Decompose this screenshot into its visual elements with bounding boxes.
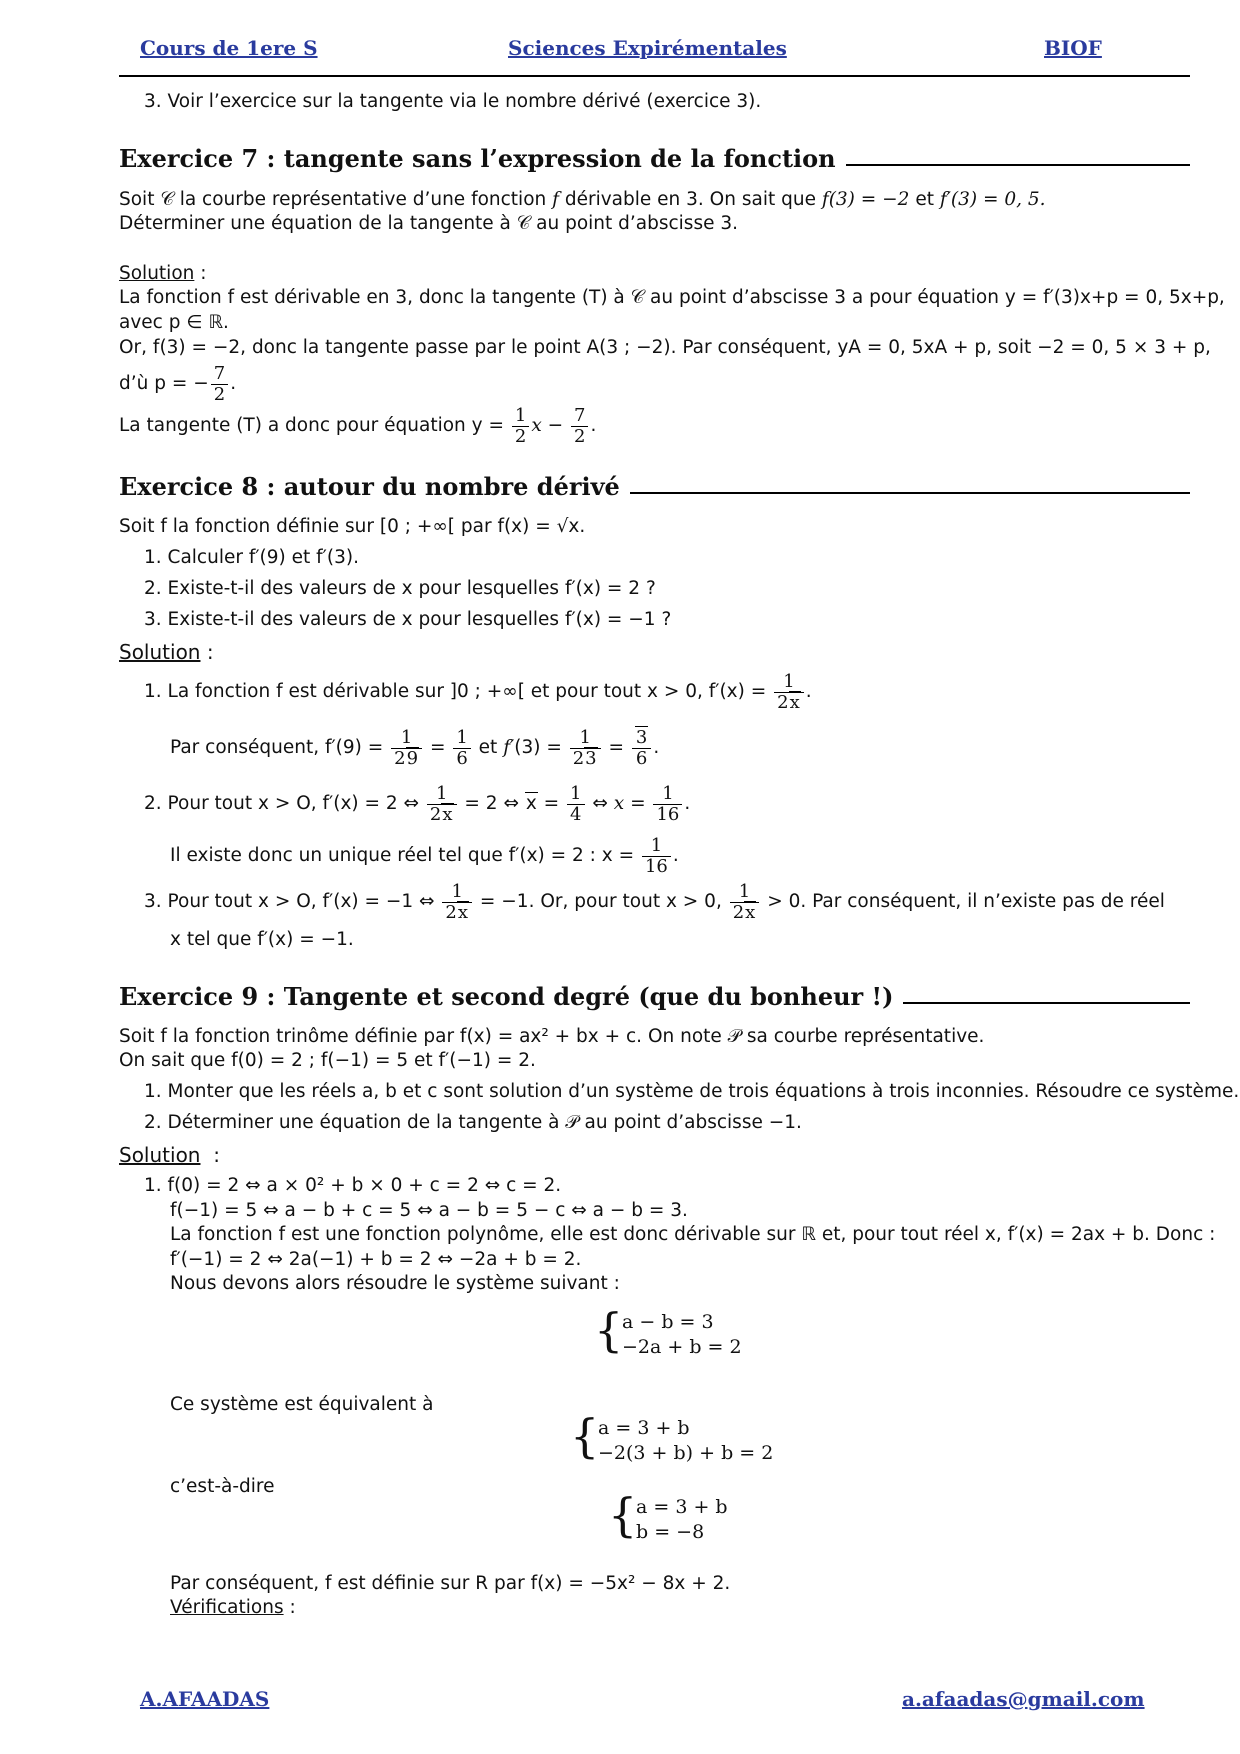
ex7-sol-line-4: d’ù p = − $\frac{7}{2}$ . <box>119 362 237 405</box>
ex7-sol-line-2: avec p ∈ ℝ. <box>119 312 229 333</box>
ex9-question-1: 1. Monter que les réels a, b et c sont solution d’un système de trois équations à trois inconnies. Résoudre ce système. <box>144 1081 1240 1102</box>
system-2-brace: { <box>570 1409 600 1463</box>
header-center[interactable]: Sciences Expirémentales <box>508 36 787 60</box>
ex9-sol-line-3: La fonction f est une fonction polynôme, elle est donc dérivable sur ℝ et, pour tout réel x, f′(x) = 2ax + b. Donc : <box>170 1224 1216 1245</box>
ex8-title: Exercice 8 : autour du nombre dérivé <box>119 472 630 501</box>
ex9-sol-line-2: f(−1) = 5 ⇔ a − b + c = 5 ⇔ a − b = 5 − c ⇔ a − b = 3. <box>170 1200 688 1221</box>
ex8-answer-2: 2. Pour tout x > O, f′(x) = 2 ⇔ $\frac{1}{2x}$ = 2 ⇔ x = $\frac{1}{4}$ ⇔ x = $\frac{1}{16}$ . <box>144 782 691 825</box>
ex8-solution-label: Solution : <box>119 640 214 664</box>
top-item: 3. Voir l’exercice sur la tangente via le nombre dérivé (exercice 3). <box>144 91 762 112</box>
ex9-solution-label: Solution : <box>119 1143 220 1167</box>
ex9-title: Exercice 9 : Tangente et second degré (que du bonheur !) <box>119 982 903 1011</box>
ex9-sol-line-8: Par conséquent, f est définie sur R par f(x) = −5x² − 8x + 2. <box>170 1573 731 1594</box>
ex7-sol-line-1: La fonction f est dérivable en 3, donc la tangente (T) à 𝒞 au point d’abscisse 3 a pour équation y = f′(3)x+p = 0, 5x+p, <box>119 287 1225 308</box>
system-3-brace: { <box>608 1488 638 1542</box>
ex8-question-1: 1. Calculer f′(9) et f′(3). <box>144 547 359 568</box>
ex7-statement-2: Déterminer une équation de la tangente à 𝒞 au point d’abscisse 3. <box>119 213 738 234</box>
system-2: a = 3 + b −2(3 + b) + b = 2 <box>598 1417 774 1464</box>
system-3: a = 3 + b b = −8 <box>636 1496 728 1543</box>
ex9-statement-2: On sait que f(0) = 2 ; f(−1) = 5 et f′(−1) = 2. <box>119 1050 536 1071</box>
ex9-question-2: 2. Déterminer une équation de la tangente à 𝒫 au point d’abscisse −1. <box>144 1112 802 1133</box>
ex7-sol-line-5: La tangente (T) a donc pour équation y = $\frac{1}{2}$ x − $\frac{7}{2}$ . <box>119 404 597 447</box>
ex8-title-rule <box>600 492 1190 494</box>
ex9-sol-line-4: f′(−1) = 2 ⇔ 2a(−1) + b = 2 ⇔ −2a + b = 2. <box>170 1249 582 1270</box>
ex8-answer-3b: x tel que f′(x) = −1. <box>170 929 354 950</box>
ex9-sol-line-1: 1. f(0) = 2 ⇔ a × 0² + b × 0 + c = 2 ⇔ c = 2. <box>144 1175 562 1196</box>
ex9-sol-line-7: c’est-à-dire <box>170 1476 275 1497</box>
system-1: a − b = 3 −2a + b = 2 <box>622 1311 742 1358</box>
ex8-answer-2b: Il existe donc un unique réel tel que f′(x) = 2 : x = $\frac{1}{16}$ . <box>170 834 679 877</box>
ex7-title: Exercice 7 : tangente sans l’expression de la fonction <box>119 144 846 173</box>
footer-author[interactable]: A.AFAADAS <box>140 1687 270 1711</box>
system-1-brace: { <box>594 1303 624 1357</box>
ex8-question-3: 3. Existe-t-il des valeurs de x pour lesquelles f′(x) = −1 ? <box>144 609 672 630</box>
ex8-answer-1b: Par conséquent, f′(9) = $\frac{1}{29}$ = $\frac{1}{6}$ et f′(3) = $\frac{1}{23}$ = $\frac{3}{6}$ . <box>170 726 660 769</box>
ex9-sol-line-6: Ce système est équivalent à <box>170 1394 434 1415</box>
ex8-answer-1: 1. La fonction f est dérivable sur ]0 ; +∞[ et pour tout x > 0, f′(x) = $\frac{1}{2x}$ . <box>144 670 812 713</box>
ex8-intro: Soit f la fonction définie sur [0 ; +∞[ par f(x) = √x. <box>119 516 586 537</box>
header-left[interactable]: Cours de 1ere S <box>140 36 318 60</box>
ex7-solution-label: Solution : <box>119 263 207 284</box>
footer-email[interactable]: a.afaadas@gmail.com <box>902 1687 1145 1711</box>
ex9-sol-line-5: Nous devons alors résoudre le système suivant : <box>170 1273 620 1294</box>
ex9-verifications: Vérifications : <box>170 1597 296 1618</box>
header-right[interactable]: BIOF <box>1044 36 1102 60</box>
ex7-sol-line-3: Or, f(3) = −2, donc la tangente passe par le point A(3 ; −2). Par conséquent, yA = 0, 5xA + p, soit −2 = 0, 5 × 3 + p, <box>119 337 1211 358</box>
header-rule <box>119 75 1190 77</box>
ex7-statement-1: Soit 𝒞 la courbe représentative d’une fonction f dérivable en 3. On sait que f(3) = −2 et f′(3) = 0, 5. <box>119 189 1046 210</box>
ex8-question-2: 2. Existe-t-il des valeurs de x pour lesquelles f′(x) = 2 ? <box>144 578 656 599</box>
ex8-answer-3: 3. Pour tout x > O, f′(x) = −1 ⇔ $\frac{1}{2x}$ = −1. Or, pour tout x > 0, $\frac{1}{2x}$ > 0. Par conséquent, il n’existe pas de réel <box>144 880 1165 923</box>
ex9-statement-1: Soit f la fonction trinôme définie par f(x) = ax² + bx + c. On note 𝒫 sa courbe représentative. <box>119 1026 985 1047</box>
